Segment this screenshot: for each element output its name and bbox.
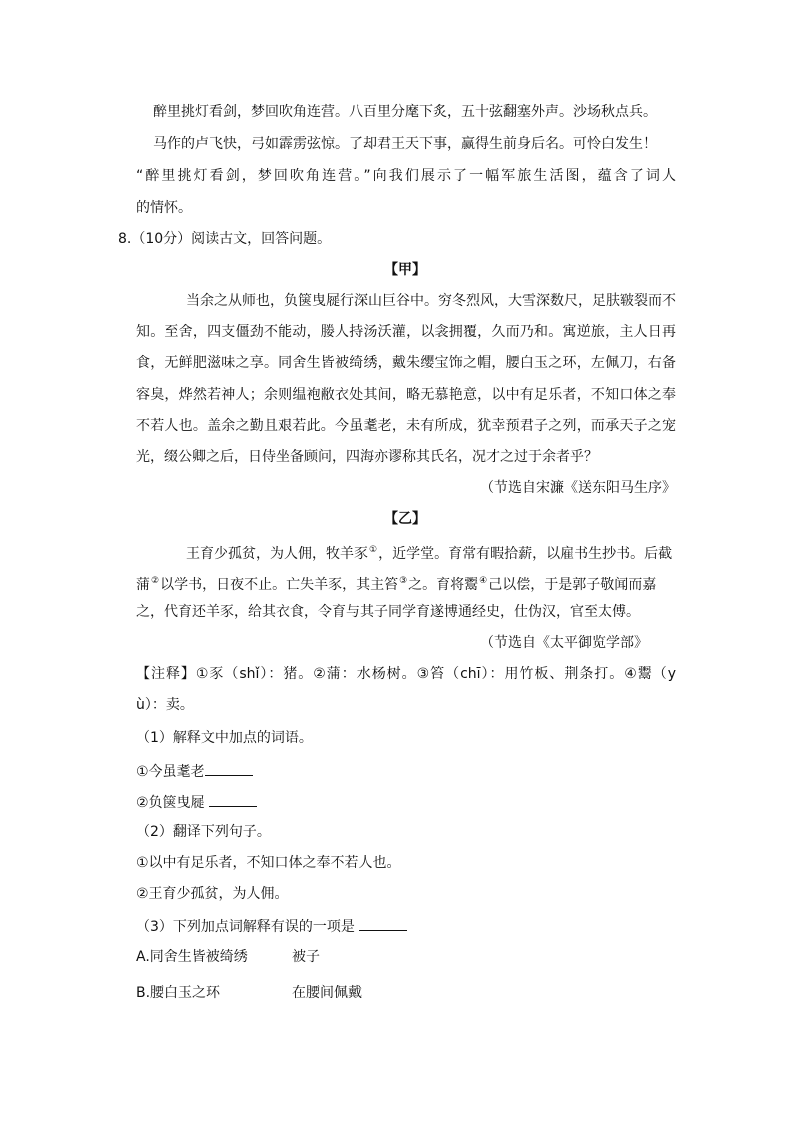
option-a-meaning: 被子 — [292, 949, 320, 965]
answer-blank[interactable] — [359, 915, 407, 931]
sub2-prompt: （2）翻译下列句子。 — [136, 824, 271, 840]
jia-line-4: 容臭，烨然若神人；余则缊袍敝衣处其间，略无慕艳意，以中有足乐者，不知口体之奉 — [136, 387, 676, 403]
sub1-item-1: ①今虽耄老 — [136, 760, 253, 782]
sub1-item-2: ②负箧曳屣 — [136, 791, 257, 813]
section-jia-title: 【甲】 — [384, 262, 426, 278]
poem-line-2: 马作的卢飞快，弓如霹雳弦惊。了却君王天下事，赢得生前身后名。可怜白发生！ — [153, 136, 657, 152]
answer-blank[interactable] — [205, 760, 253, 776]
sub2-item-2: ②王育少孤贫，为人佣。 — [136, 886, 289, 902]
poem-line-1: 醉里挑灯看剑，梦回吹角连营。八百里分麾下炙，五十弦翻塞外声。沙场秋点兵。 — [153, 104, 657, 120]
sub1-prompt: （1）解释文中加点的词语。 — [136, 730, 313, 746]
jia-line-1: 当余之从师也，负箧曳屣行深山巨谷中。穷冬烈风，大雪深数尺，足肤皲裂而不 — [186, 293, 676, 309]
note-marker-4: ④ — [479, 576, 488, 586]
yi-line-3: 之，代育还羊豕，给其衣食，令育与其子同学育遂博通经史，仕伪汉，官至太傅。 — [136, 604, 640, 620]
notes-line-2: ù）：卖。 — [136, 697, 194, 713]
comment-line-2: 的情怀。 — [136, 200, 192, 216]
jia-line-3: 食，无鲜肥滋味之享。同舍生皆被绮绣，戴朱缨宝饰之帽，腰白玉之环，左佩刀，右备 — [136, 355, 676, 371]
jia-line-5: 不若人也。盖余之勤且艰若此。今虽耄老，未有所成，犹幸预君子之列，而承天子之宠 — [136, 418, 676, 434]
yi-line-1: 王育少孤贫，为人佣，牧羊豕①，近学堂。育常有暇拾薪，以雇书生抄书。后截 — [186, 545, 673, 562]
section-yi-title: 【乙】 — [384, 511, 426, 527]
comment-line-1: “醉里挑灯看剑，梦回吹角连营。”向我们展示了一幅军旅生活图，蕴含了词人 — [136, 168, 676, 184]
jia-line-2: 知。至舍，四支僵劲不能动，媵人持汤沃灌，以衾拥覆，久而乃和。寓逆旅，主人日再 — [136, 324, 676, 340]
sub3-prompt: （3）下列加点词解释有误的一项是 — [136, 915, 407, 937]
option-b: B.腰白玉之环 — [136, 985, 221, 1001]
note-marker-2: ② — [151, 576, 160, 586]
yi-line-2: 蒲②以学书，日夜不止。亡失羊豕，其主笞③之。育将鬻④己以偿，于是郭子敬闻而嘉 — [136, 576, 657, 593]
note-marker-3: ③ — [399, 576, 408, 586]
jia-source: （节选自宋濂《送东阳马生序》 — [480, 480, 676, 496]
question-8-header: 8.（10分）阅读古文，回答问题。 — [118, 231, 332, 247]
answer-blank[interactable] — [209, 791, 257, 807]
yi-source: （节选自《太平御览学部》 — [480, 635, 648, 651]
jia-line-6: 光，缀公卿之后，日侍坐备顾问，四海亦谬称其氏名，况才之过于余者乎？ — [136, 449, 598, 465]
note-marker-1: ① — [369, 545, 378, 555]
option-b-meaning: 在腰间佩戴 — [292, 985, 362, 1001]
option-a: A.同舍生皆被绮绣 — [136, 949, 248, 965]
sub2-item-1: ①以中有足乐者，不知口体之奉不若人也。 — [136, 855, 401, 871]
notes-line-1: 【注释】①豕（shǐ）：猪。②蒲：水杨树。③笞（chī）：用竹板、荆条打。④鬻（y — [136, 666, 676, 682]
